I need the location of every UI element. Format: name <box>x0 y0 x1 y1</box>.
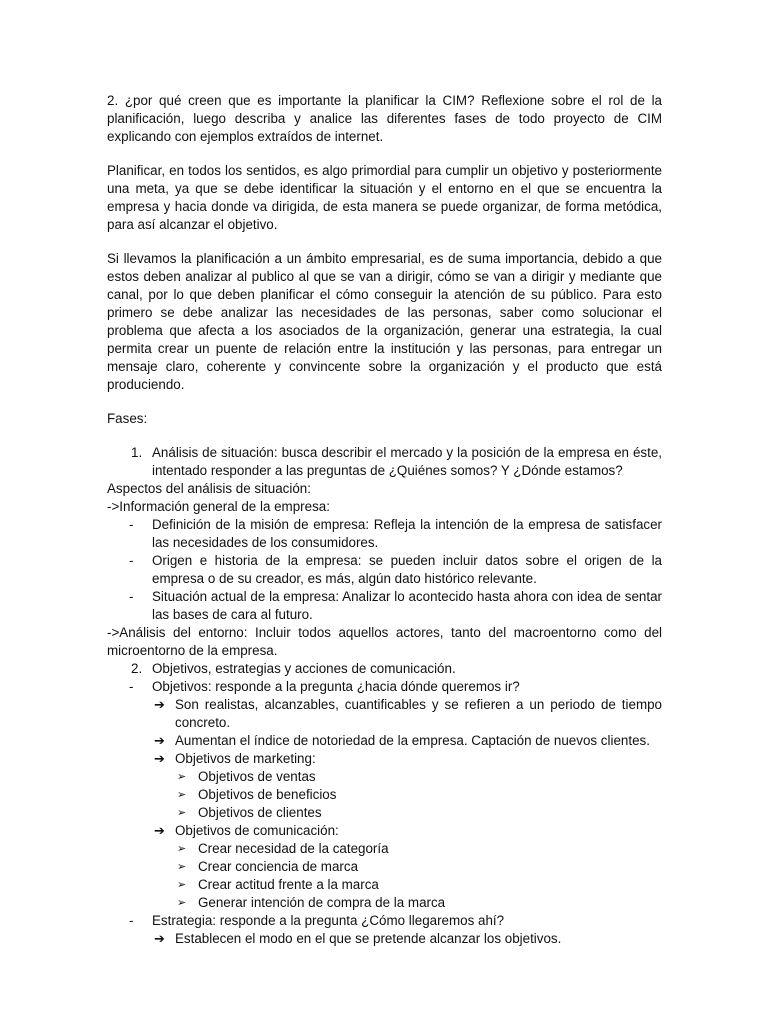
chevron-item <box>107 858 662 876</box>
arrow-text: Objetivos de comunicación: <box>175 823 339 838</box>
numbered-item-2 <box>107 660 662 678</box>
arrow-item <box>107 822 662 840</box>
chevron-item <box>107 768 662 786</box>
chevron-text: Crear actitud frente a la marca <box>198 877 379 892</box>
dash-item <box>107 678 662 696</box>
item-number: 1. <box>131 445 143 460</box>
dash-item <box>107 552 662 588</box>
dash-bullet: - <box>129 553 134 568</box>
chevron-text: Objetivos de ventas <box>198 769 316 784</box>
chevron-right-icon: ➢ <box>177 879 187 891</box>
dash-text: Objetivos: responde a la pregunta ¿hacia dónde queremos ir? <box>152 679 520 694</box>
chevron-item <box>107 786 662 804</box>
chevron-right-icon: ➢ <box>177 771 187 783</box>
dash-text: Estrategia: responde a la pregunta ¿Cómo llegaremos ahí? <box>152 913 505 928</box>
arrow-right-icon: ➔ <box>154 823 165 838</box>
dash-bullet: - <box>129 517 134 532</box>
chevron-text: Crear conciencia de marca <box>198 859 359 874</box>
chevron-right-icon: ➢ <box>177 897 187 909</box>
arrow-text: Son realistas, alcanzables, cuantificables y se refieren a un periodo de tiempo concreto. <box>175 697 662 730</box>
dash-item <box>107 588 662 624</box>
dash-bullet: - <box>129 589 134 604</box>
arrow-text: Aumentan el índice de notoriedad de la empresa. Captación de nuevos clientes. <box>175 733 650 748</box>
chevron-right-icon: ➢ <box>177 807 187 819</box>
chevron-text: Crear necesidad de la categoría <box>198 841 389 856</box>
arrow-right-icon: ➔ <box>154 931 165 946</box>
chevron-right-icon: ➢ <box>177 789 187 801</box>
chevron-text: Objetivos de beneficios <box>198 787 337 802</box>
chevron-item <box>107 894 662 912</box>
item-text: Objetivos, estrategias y acciones de comunicación. <box>152 661 456 676</box>
dash-bullet: - <box>129 679 134 694</box>
chevron-text: Objetivos de clientes <box>198 805 322 820</box>
arrow-text: Objetivos de marketing: <box>175 751 316 766</box>
dash-text: Situación actual de la empresa: Analizar lo acontecido hasta ahora con idea de sentar las bases de cara al futuro. <box>152 589 662 622</box>
chevron-right-icon: ➢ <box>177 843 187 855</box>
dash-text: Definición de la misión de empresa: Refleja la intención de la empresa de satisfacer las necesidades de los consumidores. <box>152 517 662 550</box>
arrow-right-icon: ➔ <box>154 751 165 766</box>
arrow-right-icon: ➔ <box>154 697 165 712</box>
chevron-text: Generar intención de compra de la marca <box>198 895 446 910</box>
chevron-item <box>107 804 662 822</box>
arrow-item <box>107 930 662 948</box>
paragraph-empresarial: Si llevamos la planificación a un ámbito empresarial, es de suma importancia, debido a que estos deben analizar al publico al que se van a dirigir, cómo se van a dirigir y mediante que canal, por lo que deben planificar el cómo conseguir la atención de su público. Para esto primero se debe analizar las necesidades de las personas, saber como solucionar el problema que afecta a los asociados de la organización, generar una estrategia, la cual permita crear un puente de relación entre la institución y las personas, para entregar un mensaje claro, coherente y convincente sobre la organización y el producto que está produciendo. <box>107 251 662 392</box>
item-text: Análisis de situación: busca describir el mercado y la posición de la empresa en éste, intentado responder a las preguntas de ¿Quiénes somos? Y ¿Dónde estamos? <box>152 445 662 478</box>
arrow-item <box>107 732 662 750</box>
arrow-text: Establecen el modo en el que se pretende alcanzar los objetivos. <box>175 931 562 946</box>
numbered-item-1 <box>107 444 662 480</box>
info-general-heading: ->Información general de la empresa: <box>107 499 330 514</box>
paragraph-planificar: Planificar, en todos los sentidos, es algo primordial para cumplir un objetivo y posteriormente una meta, ya que se debe identificar la situación y el entorno en el que se encuentra la empresa y hacia donde va dirigida, de esta manera se puede organizar, de forma metódica, para así alcanzar el objetivo. <box>107 163 662 232</box>
chevron-right-icon: ➢ <box>177 861 187 873</box>
question-paragraph: 2. ¿por qué creen que es importante la planificar la CIM? Reflexione sobre el rol de la planificación, luego describa y analice las diferentes fases de todo proyecto de CIM explicando con ejemplos extraídos de internet. <box>107 93 662 144</box>
chevron-item <box>107 876 662 894</box>
fases-label: Fases: <box>107 411 148 426</box>
dash-item <box>107 516 662 552</box>
dash-text: Origen e historia de la empresa: se pueden incluir datos sobre el origen de la empresa o de su creador, es más, algún dato histórico relevante. <box>152 553 662 586</box>
aspectos-label: Aspectos del análisis de situación: <box>107 481 311 496</box>
arrow-item <box>107 696 662 732</box>
arrow-item <box>107 750 662 768</box>
dash-bullet: - <box>129 913 134 928</box>
item-number: 2. <box>131 661 143 676</box>
arrow-right-icon: ➔ <box>154 733 165 748</box>
dash-item <box>107 912 662 930</box>
analisis-entorno: ->Análisis del entorno: Incluir todos aquellos actores, tanto del macroentorno como del microentorno de la empresa. <box>107 625 662 658</box>
chevron-item <box>107 840 662 858</box>
